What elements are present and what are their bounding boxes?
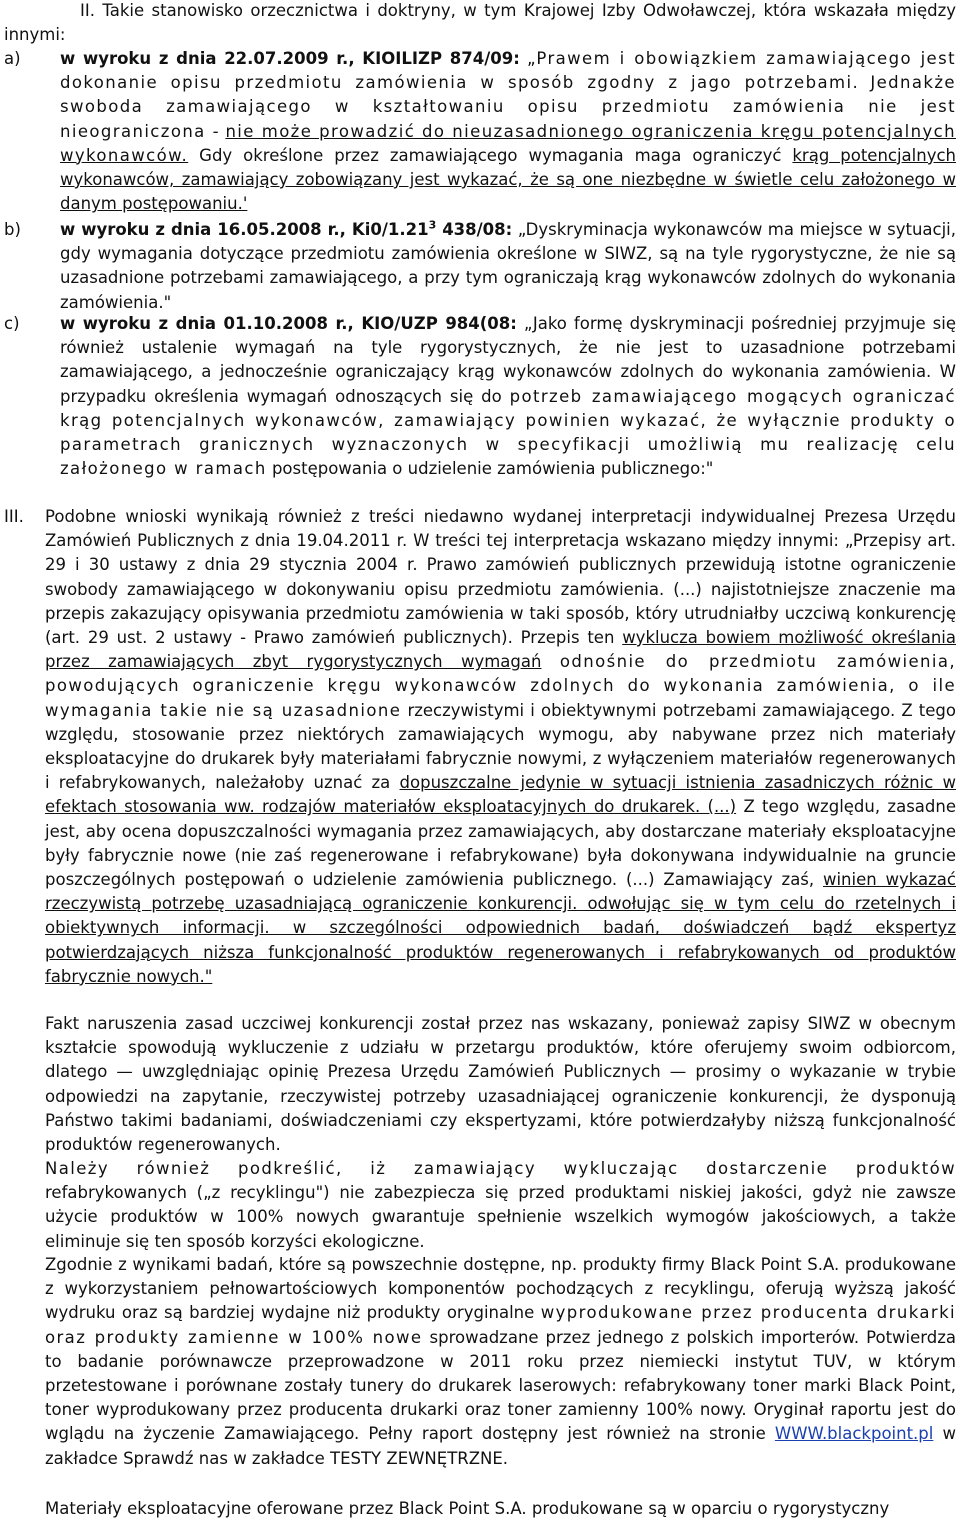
section-iii-number: III. — [4, 507, 24, 526]
item-c-citation: w wyroku z dnia 01.10.2008 r., KIO/UZP 984(08: — [60, 314, 517, 333]
item-a-label: a) — [4, 49, 21, 68]
paragraph-fakt: Fakt naruszenia zasad uczciwej konkurencji został przez nas wskazany, ponieważ zapisy SIWZ w obecnym kształcie spowodują wykluczenie z udziału w przetargu produktów, które oferujemy swoim odbiorcom, dlatego — uwzględniając opinię Prezesa Urzędu Zamówień Publicznych — prosimy o wykazanie w trybie odpowiedzi na zapytanie, rzeczywistej potrzeby uzasadniającej ograniczenie konkurencji, że dysponują Państwo takimi badaniami, doświadczeniami czy ekspertyzami, które potwierdzałyby niższą funkcjonalność produktów regenerowanych. — [45, 1014, 956, 1155]
item-b-citation: w wyroku z dnia 16.05.2008 r., Ki0/1.21 — [60, 220, 429, 239]
item-c-label: c) — [4, 314, 20, 333]
item-b-label: b) — [4, 220, 21, 239]
item-c-text: w wyroku z dnia 01.10.2008 r., KIO/UZP 984(08: „Jako formę dyskryminacji pośredniej przyjmuje się również ustalenie wymagań na tyle rygorystycznych, że nie jest to uzasadnione potrzebami zamawiającego, a jednocześnie ograniczający krąg wykonawców zdolnych do wykonania zamówienia. W przypadku określenia wymagań odnoszących się do potrzeb zamawiającego mogących ograniczać krąg potencjalnych wykonawców, zamawiający powinien wykazać, że wyłącznie produkty o parametrach granicznych wyznaczonych w specyfikacji umożliwią mu realizację celu założonego w ramach postępowania o udzielenie zamówienia publicznego:" — [60, 314, 956, 479]
blackpoint-link[interactable]: WWW.blackpoint.pl — [774, 1424, 934, 1444]
item-b-text: w wyroku z dnia 16.05.2008 r., Ki0/1.21$^3$ 438/08: „Dyskryminacja wykonawców ma miejsce w sytuacji, gdy wymagania dotyczące przedmiotu zamówienia określone w SIWZ, są na tyle rygorystyczne, że nie są uzasadnione potrzebami zamawiającego, a przy tym ograniczają krąg wykonawców zdolnych do wykonania zamówienia." — [60, 218, 956, 312]
paragraph-zgodnie: Zgodnie z wynikami badań, które są powszechnie dostępne, np. produkty firmy Black Point S.A. produkowane z wykorzystaniem pełnowartościowych komponentów pochodzących z recyklingu, oferują wyższą jakość wydruku oraz są bardziej wydajne niż produkty oryginalne wyprodukowane przez producenta drukarki oraz produkty zamienne w 100% nowe sprowadzane przez jednego z polskich importerów. Potwierdza to badanie porównawcze przeprowadzone w 2011 roku przez niemiecki instytut TUV, w którym przetestowane i porównane zostały tunery do drukarek laserowych: refabrykowany toner marki Black Point, toner wyprodukowany przez producenta drukarki oraz toner zamienny 100% nowy. Oryginał raportu jest do wglądu na życzenie Zamawiającego. Pełny raport dostępny jest również na stronie WWW.blackpoint.pl w zakładce Sprawdź nas w zakładce TESTY ZEWNĘTRZNE. — [45, 1255, 957, 1468]
paragraph-materialy: Materiały eksploatacyjne oferowane przez Black Point S.A. produkowane są w oparciu o rygorystyczny — [45, 1499, 890, 1518]
section-iii-text: Podobne wnioski wynikają również z treści niedawno wydanej interpretacji indywidualnej Prezesa Urzędu Zamówień Publicznych z dnia 19.04.2011 r. W treści tej interpretacja wskazano między innymi: „Przepisy art. 29 i 30 ustawy z dnia 29 stycznia 2004 r. Prawo zamówień publicznych przewidują istotne ograniczenie swobody zamawiającego w dokonywaniu opisu przedmiotu zamówienia. (...) najistotniejsze znaczenie ma przepis zakazujący opisywania przedmiotu zamówienia w taki sposób, który utrudniałby uczciwą konkurencję (art. 29 ust. 2 ustawy - Prawo zamówień publicznych). Przepis ten wyklucza bowiem możliwość określania przez zamawiających zbyt rygorystycznych wymagań odnośnie do przedmiotu zamówienia, powodujących ograniczenie kręgu wykonawców zdolnych do wykonania zamówienia, o ile wymagania takie nie są uzasadnione rzeczywistymi i obiektywnymi potrzebami zamawiającego. Z tego względu, stosowanie przez niektórych zamawiających wymogu, aby nabywane przez nich materiały eksploatacyjne do drukarek były materiałami fabrycznie nowymi, z wyłączeniem materiałów regenerowanych i refabrykowanych, należałoby uznać za dopuszczalne jedynie w sytuacji istnienia zasadniczych różnic w efektach stosowania ww. rodzajów materiałów eksploatacyjnych do drukarek. (...) Z tego względu, zasadne jest, aby ocena dopuszczalności wymagania przez zamawiających, aby dostarczane materiały eksploatacyjne były fabrycznie nowe (nie zaś regenerowane i refabrykowane) była dokonywana indywidualnie na gruncie poszczególnych postępowań o udzielenie zamówienia publicznego. (...) Zamawiający zaś, winien wykazać rzeczywistą potrzebę uzasadniającą ograniczenie konkurencji. odwołując się w tym celu do rzetelnych i obiektywnych informacji. w szczególności odpowiednich badań, doświadczeń bądź ekspertyz potwierdzających niższa funkcjonalność produktów regenerowanych i refabrykowanych od produktów fabrycznie nowych." — [45, 507, 957, 986]
section-ii-heading: II. Takie stanowisko orzecznictwa i doktryny, w tym Krajowej Izby Odwoławczej, która wskazała między innymi: — [4, 1, 956, 45]
paragraph-nalezy: Należy również podkreślić, iż zamawiający wykluczając dostarczenie produktów refabrykowanych („z recyklingu") nie zabezpiecza się przed produktami niskiej jakości, gdyż nie zawsze użycie produktów w 100% nowych gwarantuje spełnienie wszelkich wymogów jakościowych, a także eliminuje się ten sposób korzyści ekologiczne. — [45, 1159, 956, 1251]
item-a-text: w wyroku z dnia 22.07.2009 r., KIOILIZP 874/09: „Prawem i obowiązkiem zamawiającego jest dokonanie opisu przedmiotu zamówienia w sposób zgodny z jago potrzebami. Jednakże swoboda zamawiającego w kształtowaniu opisu przedmiotu zamówienia nie jest nieograniczona - nie może prowadzić do nieuzasadnionego ograniczenia kręgu potencjalnych wykonawców. Gdy określone przez zamawiającego wymagania maga ograniczyć krąg potencjalnych wykonawców, zamawiający zobowiązany jest wykazać, że są one niezbędne w świetle celu założonego w danym postępowaniu.' — [60, 49, 957, 214]
item-a-citation: w wyroku z dnia 22.07.2009 r., KIOILIZP 874/09: — [60, 49, 520, 68]
